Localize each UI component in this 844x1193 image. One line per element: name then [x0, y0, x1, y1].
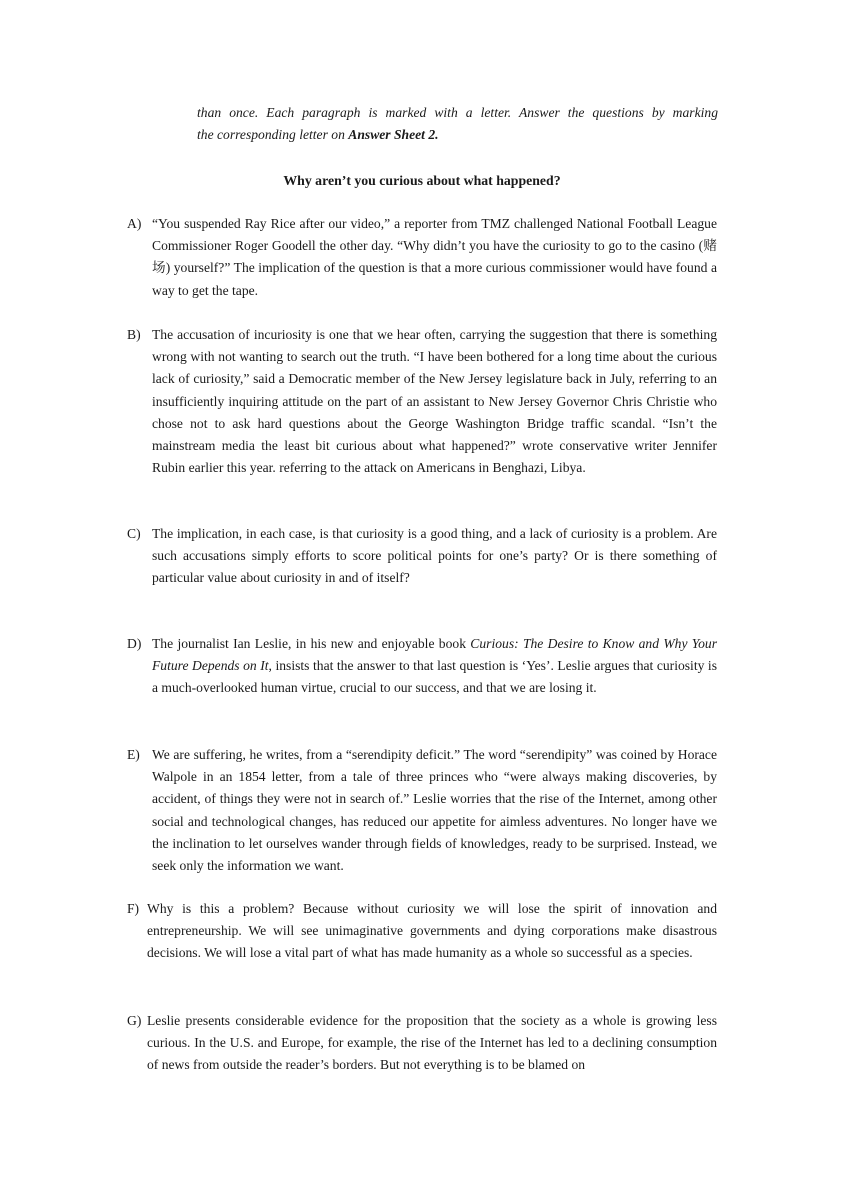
paragraph-letter: E) — [127, 747, 140, 762]
paragraph-text: Leslie presents considerable evidence for the proposition that the society as a whole is growing less curious. In the U.S. and Europe, for example, the rise of the Internet has led to a declining consumption of news from outside the reader’s borders. But not everything is to be blamed on — [147, 1013, 717, 1073]
paragraph-e — [127, 744, 717, 877]
paragraph-b — [127, 324, 717, 479]
paragraph-f — [127, 898, 717, 965]
article-title: Why aren’t you curious about what happened? — [283, 173, 561, 188]
paragraph-g — [127, 1010, 717, 1077]
paragraph-text: The journalist Ian Leslie, in his new and enjoyable book Curious: The Desire to Know and Why Your Future Depends on It, insists that the answer to that last question is ‘Yes’. Leslie argues that curiosity is a much-overlooked human virtue, crucial to our success, and that we are losing it. — [152, 636, 718, 696]
paragraph-letter: D) — [127, 636, 142, 651]
paragraph-letter: C) — [127, 526, 141, 541]
paragraph-letter: F) — [127, 901, 140, 916]
book-title: Curious: The Desire to Know and Why Your Future Depends on It — [152, 636, 717, 674]
paragraph-a — [127, 213, 717, 302]
paragraph-text: We are suffering, he writes, from a “serendipity deficit.” The word “serendipity” was coined by Horace Walpole in an 1854 letter, from a tale of three princes who “were always making discoveries, by accident, of things they were not in search of.” Leslie worries that the rise of the Internet, among other social and technological changes, has reduced our appetite for aimless adventures. No longer have we the inclination to let ourselves wander through fields of knowledges, ready to be surprised. Instead, we seek only the information we want. — [152, 747, 717, 874]
paragraph-letter: B) — [127, 327, 141, 342]
paragraph-text: The accusation of incuriosity is one that we hear often, carrying the suggestion that there is something wrong with not wanting to search out the truth. “I have been bothered for a long time about the curious lack of curiosity,” said a Democratic member of the New Jersey legislature back in July, referring to an insufficiently inquiring attitude on the part of an assistant to New Jersey Governor Chris Christie who chose not to ask hard questions about the George Washington Bridge traffic scandal. “Isn’t the mainstream media the least bit curious about what happened?” wrote conservative writer Jennifer Rubin earlier this year. referring to the attack on Americans in Benghazi, Libya. — [152, 327, 717, 476]
paragraph-letter: A) — [127, 216, 142, 231]
paragraph-text: “You suspended Ray Rice after our video,” a reporter from TMZ challenged National Football League Commissioner Roger Goodell the other day. “Why didn’t you have the curiosity to go to the casino (赌场) yourself?” The implication of the question is that a more curious commissioner would have found a way to get the tape. — [152, 216, 717, 298]
instructions-line-2: the corresponding letter on Answer Sheet 2. — [197, 127, 439, 143]
instructions-line-1: than once. Each paragraph is marked with a letter. Answer the questions by marking — [197, 105, 718, 120]
paragraph-c — [127, 523, 717, 590]
paragraph-letter: G) — [127, 1013, 142, 1028]
paragraph-d — [127, 633, 717, 700]
answer-sheet-label: Answer Sheet 2. — [348, 127, 439, 143]
instructions — [197, 102, 718, 146]
paragraph-text: The implication, in each case, is that curiosity is a good thing, and a lack of curiosity is a problem. Are such accusations simply efforts to score political points for one’s party? Or is there something of particular value about curiosity in and of itself? — [152, 526, 717, 586]
paragraph-text: Why is this a problem? Because without curiosity we will lose the spirit of innovation and entrepreneurship. We will see unimaginative governments and dying corporations make disastrous decisions. We will lose a vital part of what has made humanity as a whole so successful as a species. — [147, 901, 717, 961]
